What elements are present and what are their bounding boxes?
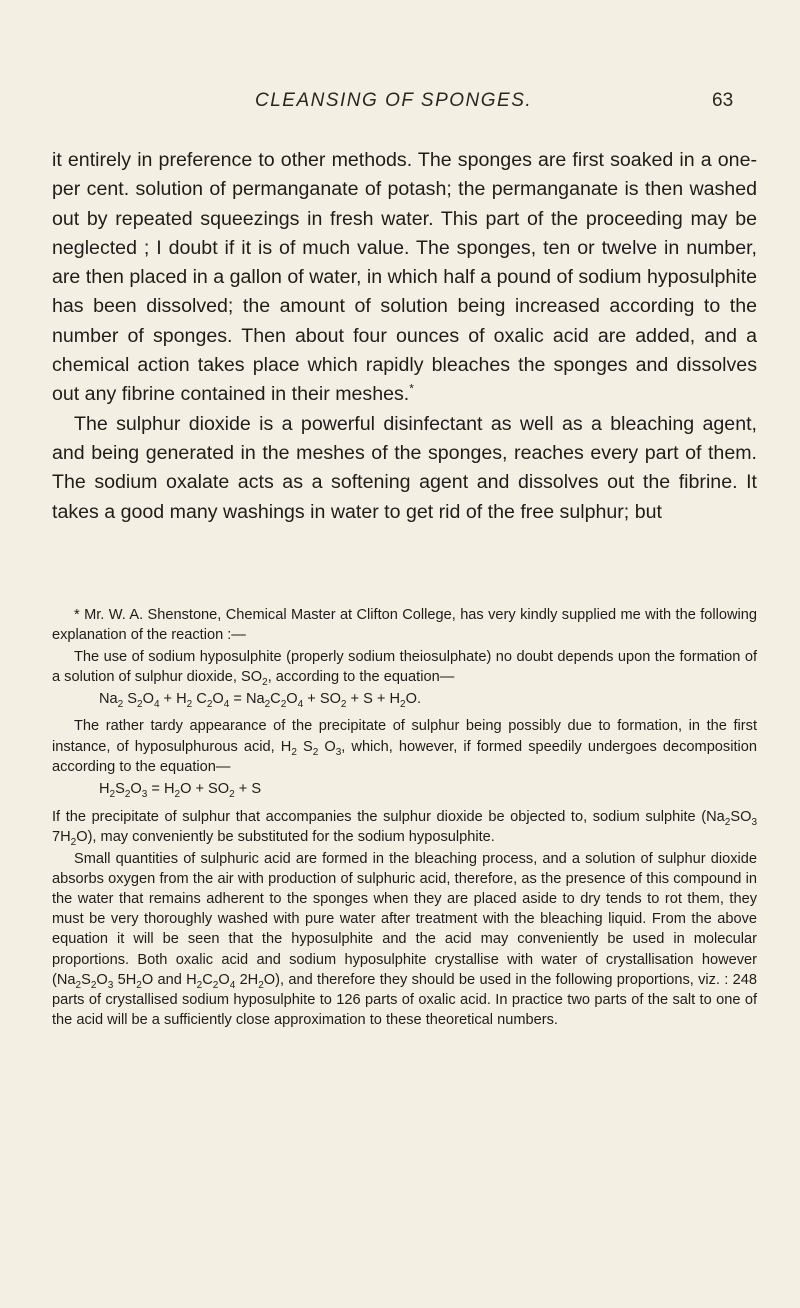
- equation-1: $Na_2$ $S_2O_4 + H_2$ $C_2O_4 = Na_2C_2O_4 + SO_2 + S + H_2O$.: [99, 691, 421, 711]
- footnote-paragraph-1: The use of sodium hyposulphite (properly sodium theiosulphate) no doubt depends upon the formation of a solution of sulphur dioxide, $SO_2$, according to the equation—: [52, 649, 757, 689]
- footnote-intro: * Mr. W. A. Shenstone, Chemical Master at Clifton College, has very kindly supplied me with the following explanation of the reaction :—: [52, 607, 757, 644]
- footnote-marker: *: [409, 381, 414, 396]
- main-paragraph-1: [52, 146, 757, 410]
- main-text: [52, 146, 757, 527]
- footnote-paragraph-4: Small quantities of sulphuric acid are formed in the bleaching process, and a solution of sulphur dioxide absorbs oxygen from the air with production of sulphuric acid, therefore, as the presence of this compound in the water that remains adherent to the sponges when they are placed aside to dry tends to rot them, they must be very thoroughly washed with pure water after treatment with the bleaching liquid. From the above equation it will be seen that the hyposulphite and the acid may conveniently be used in molecular proportions. Both oxalic acid and sodium hyposulphite crystallise with water of crystallisation however ($Na_2S_2O_3$ $5H_2O$ and $H_2C_2O_4$ $2H_2O$), and therefore they should be used in the following proportions, viz. : 248 parts of crystallised sodium hyposulphite to 126 parts of oxalic acid. In practice two parts of the salt to one of the acid will be a sufficiently close approximation to these theoretical numbers.: [52, 851, 757, 1028]
- page-header: [0, 90, 800, 120]
- footnote-block: [52, 605, 757, 1032]
- footnote-paragraph-2: The rather tardy appearance of the precipitate of sulphur being possibly due to formation, in the first instance, of hyposulphurous acid, $H_2$ $S_2$ $O_3$, which, however, if formed speedily undergoes decomposition according to the equation—: [52, 718, 757, 775]
- main-paragraph-2: The sulphur dioxide is a powerful disinfectant as well as a bleaching agent, and being generated in the meshes of the sponges, reaches every part of them. The sodium oxalate acts as a softening agent and dissolves out the fibrine. It takes a good many washings in water to get rid of the free sulphur; but: [52, 412, 757, 523]
- equation-2: $H_2S_2O_3 = H_2O + SO_2 + S$: [99, 780, 262, 800]
- footnote-paragraph-3: If the precipitate of sulphur that accompanies the sulphur dioxide be objected to, sodium sulphite ($Na_2SO_3$ $7H_2O$), may conveniently be substituted for the sodium hyposulphite.: [52, 808, 757, 848]
- running-title: CLEANSING OF SPONGES.: [255, 90, 533, 111]
- page-number: 63: [712, 90, 734, 111]
- main-paragraph-1-text: it entirely in preference to other methods. The sponges are first soaked in a one-per cent. solution of permanganate of potash; the permanganate is then washed out by repeated squeezings in fresh water. This part of the proceeding may be neglected ; I doubt if it is of much value. The sponges, ten or twelve in number, are then placed in a gallon of water, in which half a pound of sodium hyposulphite has been dissolved; the amount of solution being increased according to the number of sponges. Then about four ounces of oxalic acid are added, and a chemical action takes place which rapidly bleaches the sponges and dissolves out any fibrine contained in their meshes.: [52, 149, 757, 406]
